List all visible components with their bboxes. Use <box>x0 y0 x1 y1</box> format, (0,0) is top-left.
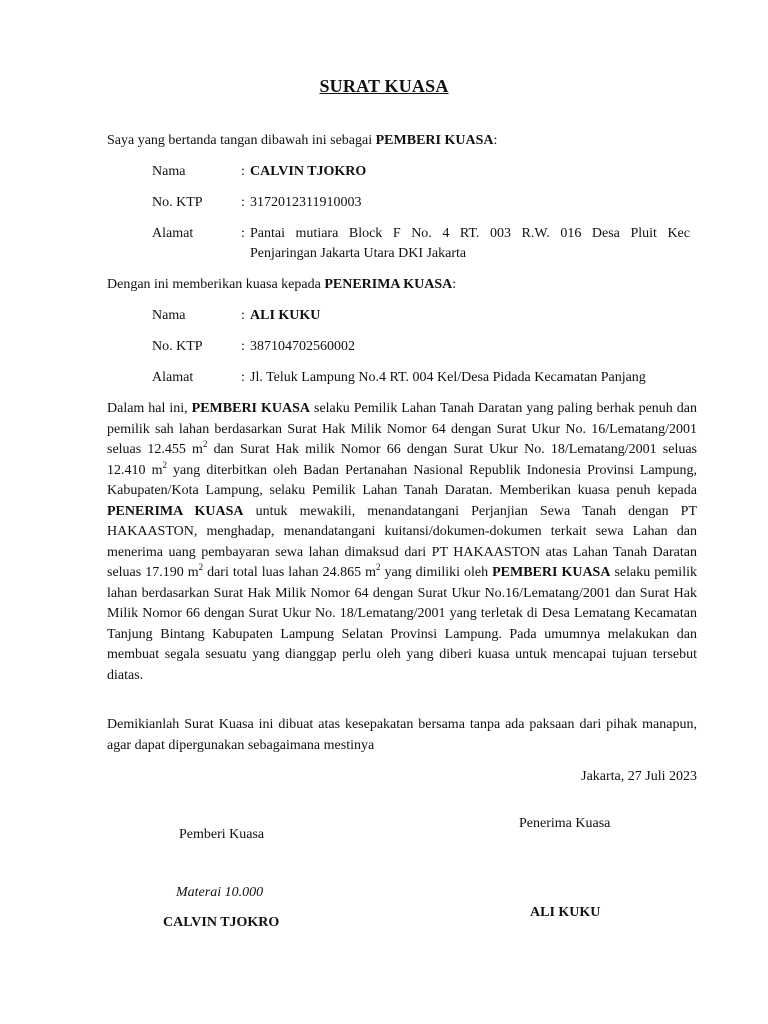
intro-receiver-end: : <box>452 277 457 292</box>
giver-nama-value: CALVIN TJOKRO <box>250 164 367 179</box>
receiver-nama-value: ALI KUKU <box>250 308 321 323</box>
intro-giver-bold: PEMBERI KUASA <box>375 133 494 148</box>
receiver-ktp-value: 387104702560002 <box>250 339 355 354</box>
colon: : <box>241 195 245 210</box>
giver-ktp-label: No. KTP <box>152 195 203 210</box>
intro-giver-text: Saya yang bertanda tangan dibawah ini sebagai <box>107 133 376 148</box>
body-text: dari total luas lahan 24.865 m <box>203 565 376 580</box>
giver-alamat-line2: Penjaringan Jakarta Utara DKI Jakarta <box>250 246 467 261</box>
document-title: SURAT KUASA <box>319 76 449 96</box>
superscript: 2 <box>375 562 381 572</box>
place-date: Jakarta, 27 Juli 2023 <box>581 769 697 784</box>
giver-alamat-line1: Pantai mutiara Block F No. 4 RT. 003 R.W. 016 Desa Pluit Kec <box>250 226 690 241</box>
body-text: Dalam hal ini, <box>107 401 192 416</box>
colon: : <box>241 164 245 179</box>
colon: : <box>241 370 245 385</box>
receiver-role: Penerima Kuasa <box>519 816 611 831</box>
receiver-nama-label: Nama <box>152 308 186 323</box>
giver-nama-label: Nama <box>152 164 186 179</box>
receiver-signature-name: ALI KUKU <box>530 905 601 920</box>
body-bold: PENERIMA KUASA <box>107 503 244 519</box>
receiver-alamat-line1: Jl. Teluk Lampung No.4 RT. 004 Kel/Desa Pidada Kecamatan Panjang <box>250 370 646 385</box>
body-bold: PEMBERI KUASA <box>191 401 311 416</box>
body-text: selaku Pemilik Lahan Tanah Daratan yang paling berhak penuh dan pemilik sah lahan berdasarkan Surat Hak Milik Nomor 64 dengan Surat Ukur No. 16/Lematang/2001 seluas 12.455 m <box>107 401 697 457</box>
colon: : <box>241 308 245 323</box>
body-text: untuk mewakili, menandatangani Perjanjian Sewa Tanah dengan PT HAKAASTON, menghadap, menandatangani kuitansi/dokumen-dokumen terkait sewa Lahan dan menerima uang pembayaran sewa lahan dimaksud dari PT HAKAASTON atas Lahan Tanah Daratan seluas 17.190 m <box>107 503 697 580</box>
intro-receiver-text: Dengan ini memberikan kuasa kepada <box>107 277 325 292</box>
giver-role: Pemberi Kuasa <box>179 827 265 842</box>
intro-giver <box>107 131 497 151</box>
body-paragraph <box>107 399 697 686</box>
colon: : <box>241 226 245 241</box>
colon: : <box>241 339 245 354</box>
body-text: yang dimiliki oleh <box>380 565 493 580</box>
superscript: 2 <box>202 439 208 449</box>
body-text: dan Surat Hak milik Nomor 66 dengan Surat Ukur No. 18/Lematang/2001 seluas 12.410 m <box>107 442 698 478</box>
intro-giver-end: : <box>493 133 498 148</box>
giver-alamat-label: Alamat <box>152 226 194 241</box>
receiver-alamat-label: Alamat <box>152 370 194 385</box>
giver-signature-name: CALVIN TJOKRO <box>163 915 280 930</box>
materai-label: Materai 10.000 <box>176 885 264 900</box>
intro-receiver <box>107 275 456 295</box>
body-bold: PEMBERI KUASA <box>492 565 611 580</box>
intro-receiver-bold: PENERIMA KUASA <box>324 277 453 292</box>
closing-paragraph: Demikianlah Surat Kuasa ini dibuat atas kesepakatan bersama tanpa ada paksaan dari pihak manapun, agar dapat dipergunakan sebagaimana mestinya <box>107 717 697 753</box>
superscript: 2 <box>162 459 167 470</box>
giver-ktp-value: 3172012311910003 <box>250 195 362 210</box>
receiver-ktp-label: No. KTP <box>152 339 203 354</box>
superscript: 2 <box>198 562 204 572</box>
body-text: selaku pemilik lahan berdasarkan Surat Hak Milik Nomor 64 dengan Surat Ukur No.16/Lematang/2001 dan Surat Hak Milik Nomor 66 dengan Surat Ukur No. 18/Lematang/2001 yang terletak di Desa Lematang Kecamatan Tanjung Bintang Kabupaten Lampung Selatan Provinsi Lampung. Pada umumnya melakukan dan membuat segala sesuatu yang dianggap perlu oleh yang diberi kuasa untuk mencapai tujuan tersebut diatas. <box>107 565 697 683</box>
body-text: yang diterbitkan oleh Badan Pertanahan Nasional Republik Indonesia Provinsi Lampung, Kabupaten/Kota Lampung, selaku Pemilik Lahan Tanah Daratan. Memberikan kuasa penuh kepada <box>107 462 698 498</box>
